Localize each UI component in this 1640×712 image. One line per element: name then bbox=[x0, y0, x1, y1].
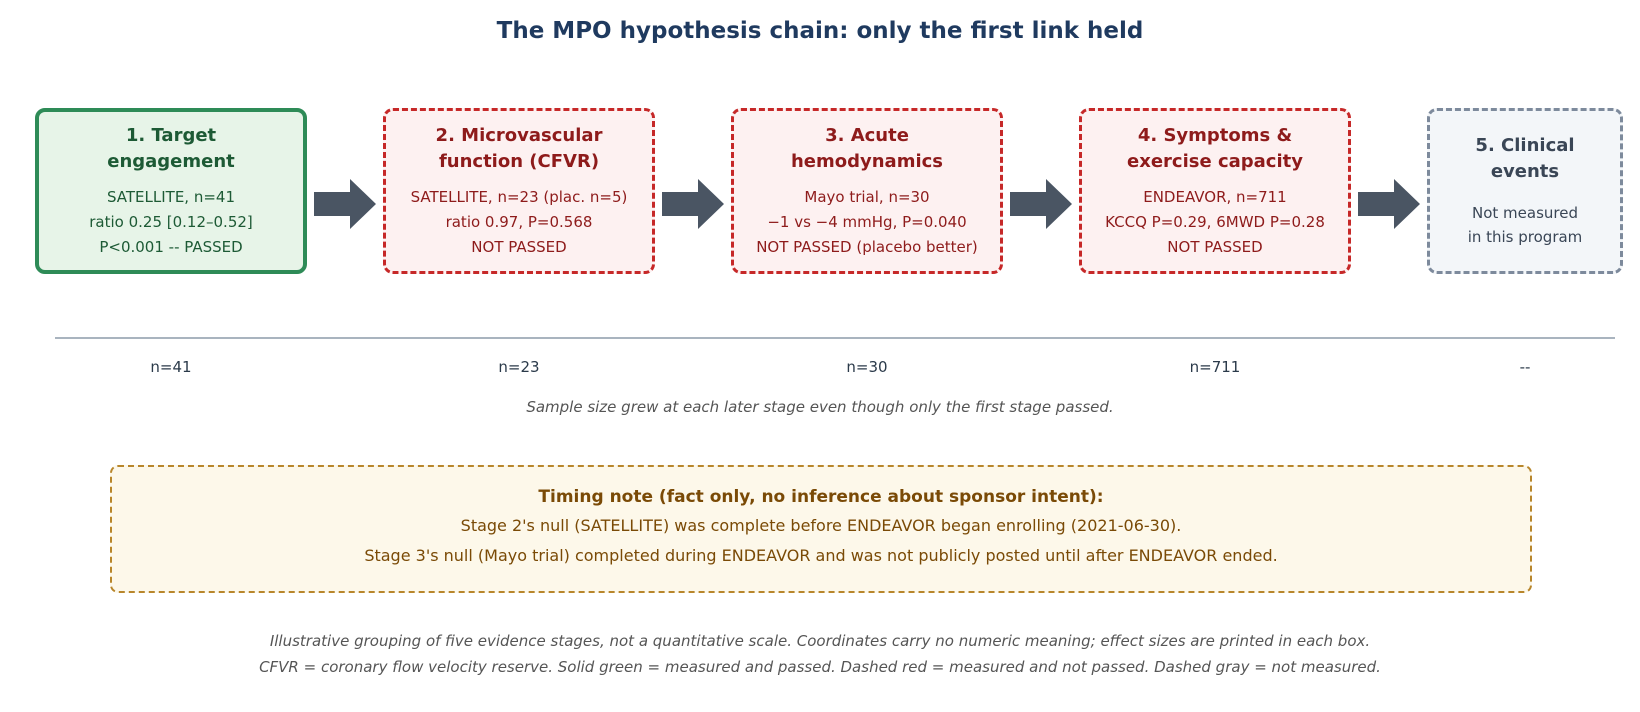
stage-title: 3. Acute hemodynamics bbox=[790, 124, 944, 172]
sample-size-label: -- bbox=[1519, 358, 1531, 376]
stage-detail-line: in this program bbox=[1467, 228, 1583, 246]
sample-size-label: n=30 bbox=[846, 358, 888, 376]
footnote: Illustrative grouping of five evidence stages, not a quantitative scale. Coordinates carry no numeric meaning; effect sizes are printed in each box. bbox=[269, 632, 1371, 650]
footnote: CFVR = coronary flow velocity reserve. Solid green = measured and passed. Dashed red = measured and not passed. Dashed gray = not measured. bbox=[259, 658, 1381, 676]
stage-detail-line: P<0.001 -- PASSED bbox=[99, 237, 243, 256]
stage-title: 1. Target engagement bbox=[107, 124, 235, 172]
sample-size-label: n=23 bbox=[498, 358, 540, 376]
stage-detail-line: KCCQ P=0.29, 6MWD P=0.28 bbox=[1105, 212, 1325, 231]
timing-note bbox=[110, 465, 1532, 593]
timing-note-line: Stage 3's null (Mayo trial) completed during ENDEAVOR and was not publicly posted until after ENDEAVOR ended. bbox=[364, 546, 1278, 565]
stage-detail-line: NOT PASSED bbox=[471, 237, 567, 256]
arrow-right-icon bbox=[314, 179, 376, 229]
arrow-right-icon bbox=[1010, 179, 1072, 229]
stage-detail-line: Not measured bbox=[1471, 204, 1578, 222]
stage-details bbox=[411, 185, 628, 260]
stage-detail-line: −1 vs −4 mmHg, P=0.040 bbox=[767, 212, 967, 231]
stage-detail-line: SATELLITE, n=23 (plac. n=5) bbox=[410, 187, 628, 206]
stage-detail-line: NOT PASSED (placebo better) bbox=[756, 237, 978, 256]
arrow-right-icon bbox=[662, 179, 724, 229]
stage-title: 4. Symptoms & exercise capacity bbox=[1127, 124, 1303, 172]
stage-details bbox=[1105, 185, 1325, 260]
timing-note-title: Timing note (fact only, no inference about sponsor intent): bbox=[538, 487, 1104, 507]
stage-details bbox=[756, 185, 978, 260]
stage-4-symptoms-exercise bbox=[1079, 108, 1351, 274]
timing-note-line: Stage 2's null (SATELLITE) was complete before ENDEAVOR began enrolling (2021-06-30). bbox=[460, 516, 1182, 535]
stage-5-clinical-events bbox=[1427, 108, 1623, 274]
stage-detail-line: ENDEAVOR, n=711 bbox=[1143, 187, 1287, 206]
sample-size-label: n=711 bbox=[1189, 358, 1241, 376]
stage-1-target-engagement bbox=[35, 108, 307, 274]
sample-size-label: n=41 bbox=[150, 358, 192, 376]
stage-details bbox=[89, 185, 253, 260]
stage-title: 2. Microvascular function (CFVR) bbox=[435, 124, 603, 172]
stage-detail-line: ratio 0.97, P=0.568 bbox=[445, 212, 593, 231]
sample-size-caption: Sample size grew at each later stage even though only the first stage passed. bbox=[526, 398, 1114, 416]
stage-detail-line: ratio 0.25 [0.12–0.52] bbox=[89, 212, 253, 231]
stage-3-acute-hemodynamics bbox=[731, 108, 1003, 274]
stage-detail-line: SATELLITE, n=41 bbox=[106, 187, 235, 206]
stage-detail-line: Mayo trial, n=30 bbox=[804, 187, 930, 206]
stage-details bbox=[1468, 201, 1583, 249]
arrow-right-icon bbox=[1358, 179, 1420, 229]
sample-size-divider bbox=[55, 337, 1615, 339]
diagram-title: The MPO hypothesis chain: only the first link held bbox=[496, 18, 1144, 44]
stage-detail-line: NOT PASSED bbox=[1167, 237, 1263, 256]
stage-title: 5. Clinical events bbox=[1475, 135, 1575, 182]
stage-2-microvascular-function bbox=[383, 108, 655, 274]
